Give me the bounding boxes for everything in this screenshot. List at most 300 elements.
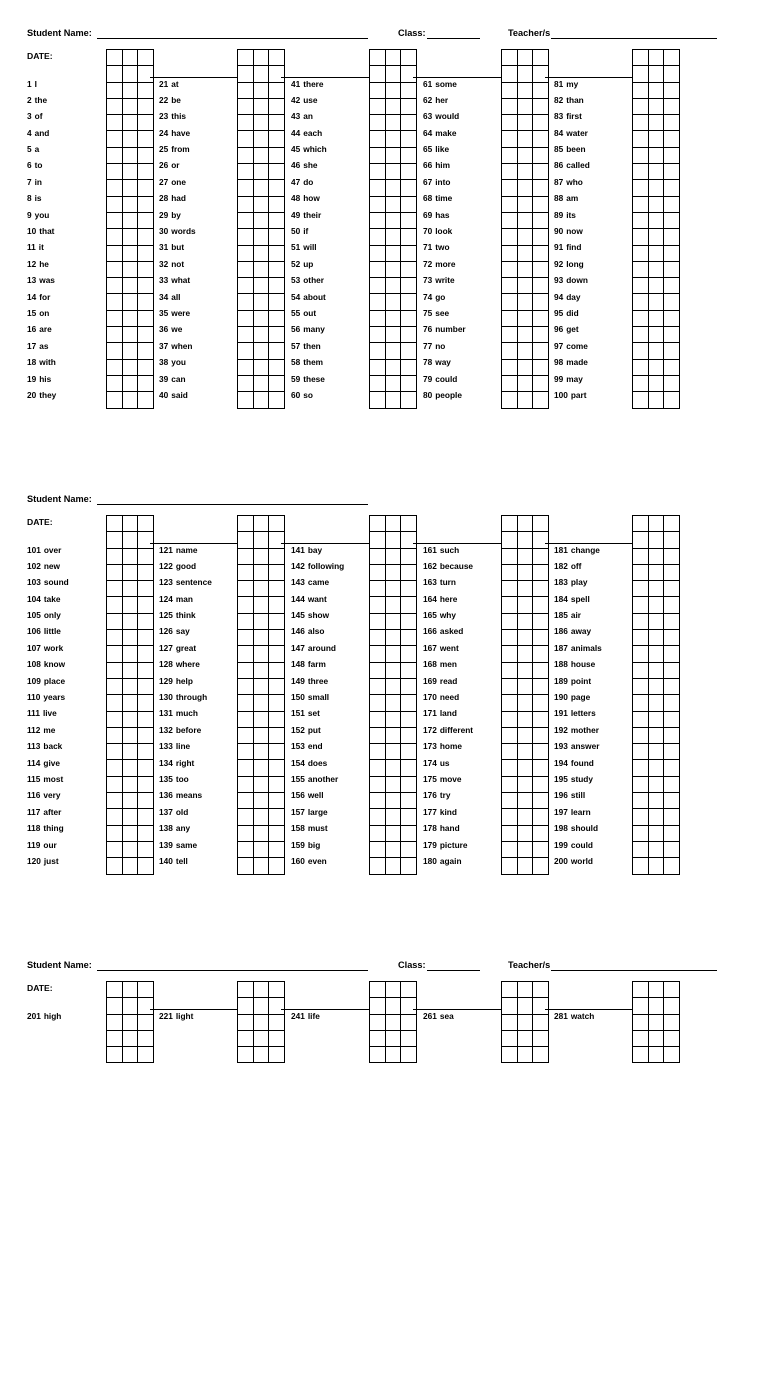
check-cell[interactable] — [269, 678, 285, 694]
check-cell[interactable] — [533, 294, 549, 310]
check-cell[interactable] — [401, 793, 417, 809]
check-cell[interactable] — [633, 548, 649, 564]
check-cell[interactable] — [253, 131, 269, 147]
check-cell[interactable] — [517, 630, 533, 646]
check-cell[interactable] — [664, 115, 680, 131]
check-cell[interactable] — [269, 711, 285, 727]
check-cell[interactable] — [517, 516, 533, 532]
check-cell[interactable] — [238, 245, 254, 261]
check-cell[interactable] — [385, 825, 401, 841]
check-cell[interactable] — [648, 793, 664, 809]
check-cell[interactable] — [401, 1047, 417, 1063]
check-cell[interactable] — [385, 516, 401, 532]
check-cell[interactable] — [238, 646, 254, 662]
check-cell[interactable] — [122, 359, 138, 375]
check-cell[interactable] — [269, 841, 285, 857]
check-cell[interactable] — [533, 678, 549, 694]
check-cell[interactable] — [533, 180, 549, 196]
check-cell[interactable] — [533, 229, 549, 245]
check-cell[interactable] — [648, 548, 664, 564]
check-cell[interactable] — [502, 760, 518, 776]
check-cell[interactable] — [648, 516, 664, 532]
check-cell[interactable] — [385, 646, 401, 662]
check-cell[interactable] — [122, 131, 138, 147]
check-cell[interactable] — [370, 115, 386, 131]
check-cell[interactable] — [107, 164, 123, 180]
check-cell[interactable] — [385, 310, 401, 326]
check-cell[interactable] — [370, 1030, 386, 1046]
check-cell[interactable] — [401, 564, 417, 580]
check-cell[interactable] — [648, 711, 664, 727]
check-cell[interactable] — [401, 1014, 417, 1030]
check-cell[interactable] — [502, 982, 518, 998]
check-cell[interactable] — [253, 359, 269, 375]
check-cell[interactable] — [502, 66, 518, 82]
check-cell[interactable] — [253, 1047, 269, 1063]
check-cell[interactable] — [533, 278, 549, 294]
check-cell[interactable] — [122, 229, 138, 245]
check-cell[interactable] — [664, 982, 680, 998]
check-cell[interactable] — [107, 1047, 123, 1063]
check-cell[interactable] — [238, 581, 254, 597]
check-cell[interactable] — [517, 261, 533, 277]
check-cell[interactable] — [107, 180, 123, 196]
check-cell[interactable] — [138, 662, 154, 678]
check-cell[interactable] — [107, 760, 123, 776]
check-cell[interactable] — [253, 245, 269, 261]
check-cell[interactable] — [122, 327, 138, 343]
check-cell[interactable] — [533, 744, 549, 760]
check-cell[interactable] — [122, 375, 138, 391]
check-cell[interactable] — [122, 841, 138, 857]
check-cell[interactable] — [269, 776, 285, 792]
check-cell[interactable] — [370, 245, 386, 261]
check-cell[interactable] — [401, 392, 417, 408]
teacher-field[interactable] — [551, 38, 717, 39]
check-cell[interactable] — [238, 516, 254, 532]
check-cell[interactable] — [138, 180, 154, 196]
check-cell[interactable] — [253, 164, 269, 180]
check-cell[interactable] — [122, 678, 138, 694]
check-cell[interactable] — [107, 1014, 123, 1030]
check-cell[interactable] — [138, 310, 154, 326]
check-cell[interactable] — [370, 858, 386, 874]
check-cell[interactable] — [385, 727, 401, 743]
check-cell[interactable] — [269, 310, 285, 326]
check-cell[interactable] — [401, 343, 417, 359]
check-cell[interactable] — [502, 727, 518, 743]
check-cell[interactable] — [138, 564, 154, 580]
check-cell[interactable] — [370, 630, 386, 646]
check-cell[interactable] — [401, 245, 417, 261]
check-cell[interactable] — [648, 147, 664, 163]
check-cell[interactable] — [138, 711, 154, 727]
check-cell[interactable] — [138, 998, 154, 1014]
check-cell[interactable] — [633, 98, 649, 114]
check-cell[interactable] — [401, 760, 417, 776]
check-cell[interactable] — [122, 261, 138, 277]
check-cell[interactable] — [533, 343, 549, 359]
check-cell[interactable] — [253, 147, 269, 163]
check-cell[interactable] — [238, 711, 254, 727]
check-cell[interactable] — [238, 98, 254, 114]
check-cell[interactable] — [138, 841, 154, 857]
check-cell[interactable] — [238, 82, 254, 98]
check-cell[interactable] — [138, 858, 154, 874]
check-cell[interactable] — [517, 695, 533, 711]
check-cell[interactable] — [138, 548, 154, 564]
check-cell[interactable] — [238, 294, 254, 310]
check-cell[interactable] — [370, 50, 386, 66]
check-cell[interactable] — [533, 841, 549, 857]
check-cell[interactable] — [253, 982, 269, 998]
check-cell[interactable] — [401, 147, 417, 163]
check-cell[interactable] — [107, 597, 123, 613]
check-cell[interactable] — [107, 131, 123, 147]
check-cell[interactable] — [370, 310, 386, 326]
check-cell[interactable] — [648, 375, 664, 391]
check-cell[interactable] — [664, 695, 680, 711]
check-cell[interactable] — [648, 678, 664, 694]
check-cell[interactable] — [385, 695, 401, 711]
check-cell[interactable] — [269, 613, 285, 629]
check-cell[interactable] — [269, 646, 285, 662]
check-cell[interactable] — [517, 727, 533, 743]
check-cell[interactable] — [633, 359, 649, 375]
check-cell[interactable] — [633, 115, 649, 131]
check-cell[interactable] — [370, 809, 386, 825]
check-cell[interactable] — [502, 646, 518, 662]
check-cell[interactable] — [138, 776, 154, 792]
check-cell[interactable] — [401, 115, 417, 131]
check-cell[interactable] — [664, 727, 680, 743]
check-cell[interactable] — [517, 776, 533, 792]
check-cell[interactable] — [138, 825, 154, 841]
check-cell[interactable] — [138, 581, 154, 597]
check-cell[interactable] — [370, 164, 386, 180]
check-cell[interactable] — [633, 375, 649, 391]
check-cell[interactable] — [401, 858, 417, 874]
check-cell[interactable] — [401, 278, 417, 294]
check-cell[interactable] — [517, 245, 533, 261]
check-cell[interactable] — [122, 695, 138, 711]
check-cell[interactable] — [502, 261, 518, 277]
check-cell[interactable] — [664, 998, 680, 1014]
check-cell[interactable] — [269, 1030, 285, 1046]
check-cell[interactable] — [664, 613, 680, 629]
check-cell[interactable] — [502, 164, 518, 180]
student-name-field[interactable] — [97, 38, 368, 39]
check-cell[interactable] — [502, 196, 518, 212]
check-cell[interactable] — [138, 327, 154, 343]
check-cell[interactable] — [122, 711, 138, 727]
check-cell[interactable] — [648, 1047, 664, 1063]
check-cell[interactable] — [517, 147, 533, 163]
check-cell[interactable] — [238, 564, 254, 580]
check-cell[interactable] — [107, 82, 123, 98]
check-cell[interactable] — [517, 115, 533, 131]
check-cell[interactable] — [107, 294, 123, 310]
check-cell[interactable] — [107, 261, 123, 277]
check-cell[interactable] — [533, 261, 549, 277]
check-cell[interactable] — [401, 695, 417, 711]
check-cell[interactable] — [385, 1030, 401, 1046]
check-cell[interactable] — [533, 564, 549, 580]
check-cell[interactable] — [370, 744, 386, 760]
check-cell[interactable] — [385, 744, 401, 760]
check-cell[interactable] — [401, 212, 417, 228]
check-cell[interactable] — [502, 1014, 518, 1030]
check-cell[interactable] — [517, 343, 533, 359]
check-cell[interactable] — [517, 858, 533, 874]
check-cell[interactable] — [253, 998, 269, 1014]
check-cell[interactable] — [107, 982, 123, 998]
check-cell[interactable] — [107, 825, 123, 841]
check-cell[interactable] — [401, 597, 417, 613]
check-cell[interactable] — [401, 825, 417, 841]
check-cell[interactable] — [385, 678, 401, 694]
check-cell[interactable] — [648, 760, 664, 776]
check-cell[interactable] — [664, 581, 680, 597]
check-cell[interactable] — [238, 532, 254, 548]
check-cell[interactable] — [502, 597, 518, 613]
check-cell[interactable] — [238, 229, 254, 245]
check-cell[interactable] — [502, 327, 518, 343]
check-cell[interactable] — [401, 261, 417, 277]
check-cell[interactable] — [502, 147, 518, 163]
check-cell[interactable] — [517, 310, 533, 326]
check-cell[interactable] — [370, 66, 386, 82]
check-cell[interactable] — [648, 82, 664, 98]
check-cell[interactable] — [370, 825, 386, 841]
check-cell[interactable] — [633, 310, 649, 326]
check-cell[interactable] — [385, 359, 401, 375]
check-cell[interactable] — [238, 1030, 254, 1046]
check-cell[interactable] — [253, 392, 269, 408]
check-cell[interactable] — [664, 760, 680, 776]
check-cell[interactable] — [138, 245, 154, 261]
check-cell[interactable] — [648, 841, 664, 857]
check-cell[interactable] — [401, 548, 417, 564]
check-cell[interactable] — [138, 131, 154, 147]
check-cell[interactable] — [502, 212, 518, 228]
check-cell[interactable] — [517, 1030, 533, 1046]
check-cell[interactable] — [253, 744, 269, 760]
check-cell[interactable] — [664, 343, 680, 359]
check-cell[interactable] — [664, 212, 680, 228]
check-cell[interactable] — [253, 564, 269, 580]
check-cell[interactable] — [633, 695, 649, 711]
check-cell[interactable] — [253, 278, 269, 294]
check-cell[interactable] — [107, 532, 123, 548]
check-cell[interactable] — [107, 727, 123, 743]
check-cell[interactable] — [385, 858, 401, 874]
check-cell[interactable] — [385, 115, 401, 131]
check-cell[interactable] — [253, 727, 269, 743]
check-cell[interactable] — [533, 50, 549, 66]
check-cell[interactable] — [253, 793, 269, 809]
check-cell[interactable] — [385, 809, 401, 825]
check-cell[interactable] — [122, 776, 138, 792]
check-cell[interactable] — [517, 196, 533, 212]
check-cell[interactable] — [633, 196, 649, 212]
check-cell[interactable] — [517, 581, 533, 597]
check-cell[interactable] — [122, 662, 138, 678]
check-cell[interactable] — [253, 646, 269, 662]
check-cell[interactable] — [533, 375, 549, 391]
check-cell[interactable] — [502, 1030, 518, 1046]
check-cell[interactable] — [633, 858, 649, 874]
check-cell[interactable] — [238, 50, 254, 66]
check-cell[interactable] — [664, 564, 680, 580]
check-cell[interactable] — [502, 1047, 518, 1063]
check-cell[interactable] — [633, 327, 649, 343]
check-cell[interactable] — [122, 196, 138, 212]
check-cell[interactable] — [370, 196, 386, 212]
check-cell[interactable] — [517, 841, 533, 857]
check-cell[interactable] — [664, 50, 680, 66]
check-cell[interactable] — [664, 196, 680, 212]
check-cell[interactable] — [401, 581, 417, 597]
check-cell[interactable] — [502, 809, 518, 825]
check-cell[interactable] — [502, 662, 518, 678]
check-cell[interactable] — [533, 196, 549, 212]
check-cell[interactable] — [648, 630, 664, 646]
check-cell[interactable] — [648, 858, 664, 874]
check-cell[interactable] — [664, 359, 680, 375]
check-cell[interactable] — [664, 809, 680, 825]
check-cell[interactable] — [269, 245, 285, 261]
check-cell[interactable] — [269, 998, 285, 1014]
check-cell[interactable] — [401, 532, 417, 548]
check-cell[interactable] — [370, 695, 386, 711]
check-cell[interactable] — [385, 261, 401, 277]
check-cell[interactable] — [107, 646, 123, 662]
check-cell[interactable] — [533, 1014, 549, 1030]
check-cell[interactable] — [664, 229, 680, 245]
check-cell[interactable] — [122, 597, 138, 613]
check-cell[interactable] — [385, 760, 401, 776]
check-cell[interactable] — [401, 327, 417, 343]
check-cell[interactable] — [633, 50, 649, 66]
check-cell[interactable] — [238, 1014, 254, 1030]
check-cell[interactable] — [107, 809, 123, 825]
check-cell[interactable] — [107, 359, 123, 375]
check-cell[interactable] — [517, 646, 533, 662]
check-cell[interactable] — [107, 147, 123, 163]
check-cell[interactable] — [648, 532, 664, 548]
check-cell[interactable] — [648, 310, 664, 326]
check-cell[interactable] — [107, 998, 123, 1014]
check-cell[interactable] — [401, 164, 417, 180]
check-cell[interactable] — [648, 359, 664, 375]
check-cell[interactable] — [122, 581, 138, 597]
check-cell[interactable] — [502, 793, 518, 809]
check-cell[interactable] — [502, 180, 518, 196]
check-cell[interactable] — [533, 131, 549, 147]
check-cell[interactable] — [138, 613, 154, 629]
check-cell[interactable] — [107, 1030, 123, 1046]
check-cell[interactable] — [138, 66, 154, 82]
check-cell[interactable] — [664, 180, 680, 196]
check-cell[interactable] — [502, 98, 518, 114]
check-cell[interactable] — [370, 982, 386, 998]
check-cell[interactable] — [253, 841, 269, 857]
check-cell[interactable] — [370, 662, 386, 678]
check-cell[interactable] — [533, 793, 549, 809]
check-cell[interactable] — [533, 532, 549, 548]
check-cell[interactable] — [370, 998, 386, 1014]
check-cell[interactable] — [633, 678, 649, 694]
check-cell[interactable] — [533, 646, 549, 662]
check-cell[interactable] — [502, 776, 518, 792]
check-cell[interactable] — [533, 82, 549, 98]
check-cell[interactable] — [502, 630, 518, 646]
check-cell[interactable] — [269, 66, 285, 82]
check-cell[interactable] — [533, 998, 549, 1014]
check-cell[interactable] — [253, 548, 269, 564]
check-cell[interactable] — [517, 212, 533, 228]
check-cell[interactable] — [122, 613, 138, 629]
check-cell[interactable] — [633, 1014, 649, 1030]
check-cell[interactable] — [370, 261, 386, 277]
check-cell[interactable] — [517, 744, 533, 760]
check-cell[interactable] — [664, 392, 680, 408]
check-cell[interactable] — [401, 630, 417, 646]
check-cell[interactable] — [533, 164, 549, 180]
check-cell[interactable] — [122, 278, 138, 294]
check-cell[interactable] — [648, 164, 664, 180]
check-cell[interactable] — [502, 516, 518, 532]
check-cell[interactable] — [664, 1014, 680, 1030]
check-cell[interactable] — [517, 164, 533, 180]
check-cell[interactable] — [138, 1014, 154, 1030]
check-cell[interactable] — [502, 82, 518, 98]
check-cell[interactable] — [502, 825, 518, 841]
check-cell[interactable] — [502, 294, 518, 310]
check-cell[interactable] — [122, 343, 138, 359]
check-cell[interactable] — [238, 375, 254, 391]
check-cell[interactable] — [253, 597, 269, 613]
check-cell[interactable] — [664, 793, 680, 809]
check-cell[interactable] — [648, 727, 664, 743]
check-cell[interactable] — [633, 66, 649, 82]
check-cell[interactable] — [533, 581, 549, 597]
check-cell[interactable] — [253, 50, 269, 66]
check-cell[interactable] — [269, 548, 285, 564]
check-cell[interactable] — [664, 1047, 680, 1063]
check-cell[interactable] — [401, 196, 417, 212]
check-cell[interactable] — [370, 776, 386, 792]
check-cell[interactable] — [107, 678, 123, 694]
check-cell[interactable] — [238, 131, 254, 147]
check-cell[interactable] — [517, 793, 533, 809]
check-cell[interactable] — [385, 776, 401, 792]
check-cell[interactable] — [370, 1047, 386, 1063]
check-cell[interactable] — [385, 532, 401, 548]
check-cell[interactable] — [633, 532, 649, 548]
check-cell[interactable] — [664, 164, 680, 180]
check-cell[interactable] — [664, 532, 680, 548]
check-cell[interactable] — [138, 760, 154, 776]
check-cell[interactable] — [238, 809, 254, 825]
check-cell[interactable] — [269, 327, 285, 343]
check-cell[interactable] — [138, 278, 154, 294]
check-cell[interactable] — [517, 998, 533, 1014]
check-cell[interactable] — [517, 82, 533, 98]
check-cell[interactable] — [238, 115, 254, 131]
check-cell[interactable] — [138, 1047, 154, 1063]
